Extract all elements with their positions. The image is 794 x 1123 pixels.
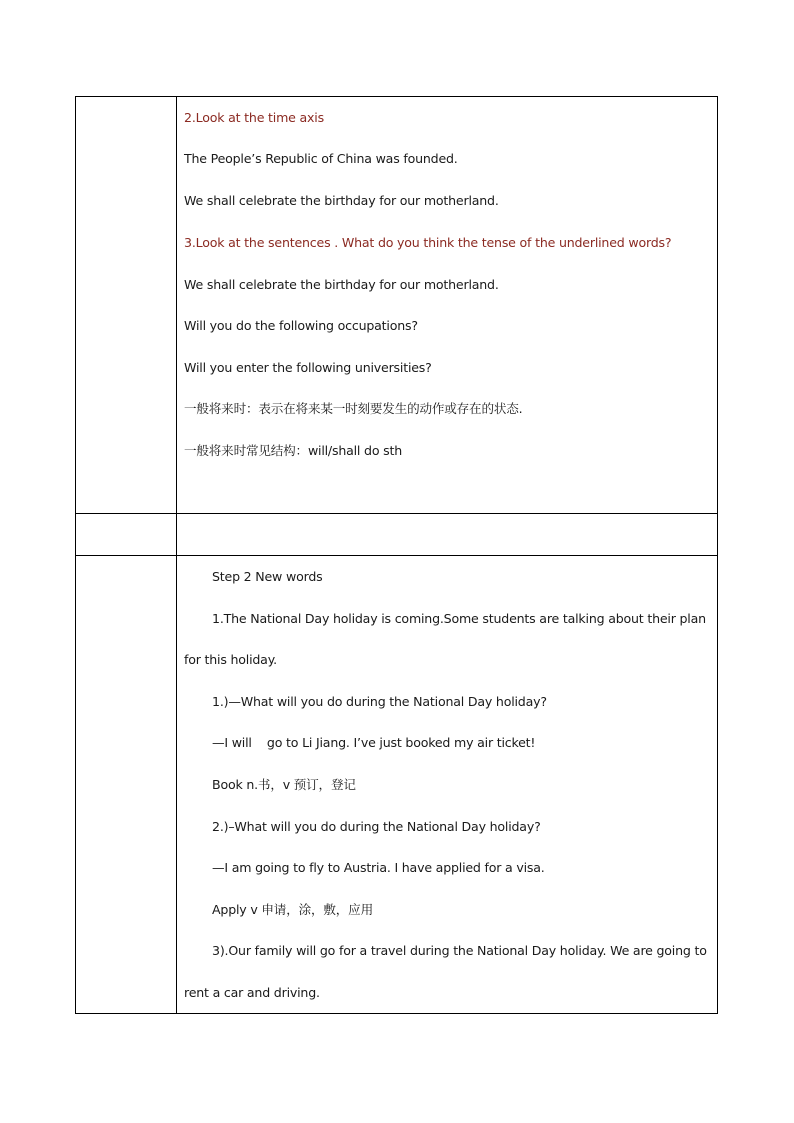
content-cell <box>177 97 717 513</box>
text-line: for this holiday. <box>184 652 277 667</box>
text-line: Will you do the following occupations? <box>184 318 418 333</box>
label-cell <box>76 97 177 513</box>
table-row <box>75 556 718 1014</box>
text-line: 1.The National Day holiday is coming.Some students are talking about their plan <box>212 611 706 626</box>
text-line: —I am going to fly to Austria. I have applied for a visa. <box>212 860 545 875</box>
text-line: We shall celebrate the birthday for our motherland. <box>184 277 499 292</box>
step-heading: Step 2 New words <box>212 569 323 584</box>
text-line: —I will go to Li Jiang. I’ve just booked my air ticket! <box>212 735 536 750</box>
content-cell <box>177 556 717 1013</box>
text-line: 2.)–What will you do during the National Day holiday? <box>212 819 541 834</box>
table-row <box>75 514 718 556</box>
text-line: rent a car and driving. <box>184 985 320 1000</box>
text-line: The People’s Republic of China was founded. <box>184 151 458 166</box>
text-line: 3).Our family will go for a travel during the National Day holiday. We are going to <box>212 943 707 958</box>
sentences-heading: 3.Look at the sentences . What do you think the tense of the underlined words? <box>184 235 672 250</box>
label-cell <box>76 556 177 1013</box>
vocab-line: Apply v 申请，涂，敷，应用 <box>212 902 373 917</box>
time-axis-heading: 2.Look at the time axis <box>184 110 324 125</box>
content-cell <box>177 514 717 555</box>
lesson-table <box>75 96 718 1014</box>
label-cell <box>76 514 177 555</box>
vocab-line: Book n.书，v 预订，登记 <box>212 777 356 792</box>
text-line: Will you enter the following universities? <box>184 360 432 375</box>
text-line: 1.)—What will you do during the National Day holiday? <box>212 694 547 709</box>
grammar-definition: 一般将来时：表示在将来某一时刻要发生的动作或存在的状态. <box>184 401 523 416</box>
table-row <box>75 96 718 514</box>
grammar-structure: 一般将来时常见结构：will/shall do sth <box>184 443 403 458</box>
text-line: We shall celebrate the birthday for our motherland. <box>184 193 499 208</box>
